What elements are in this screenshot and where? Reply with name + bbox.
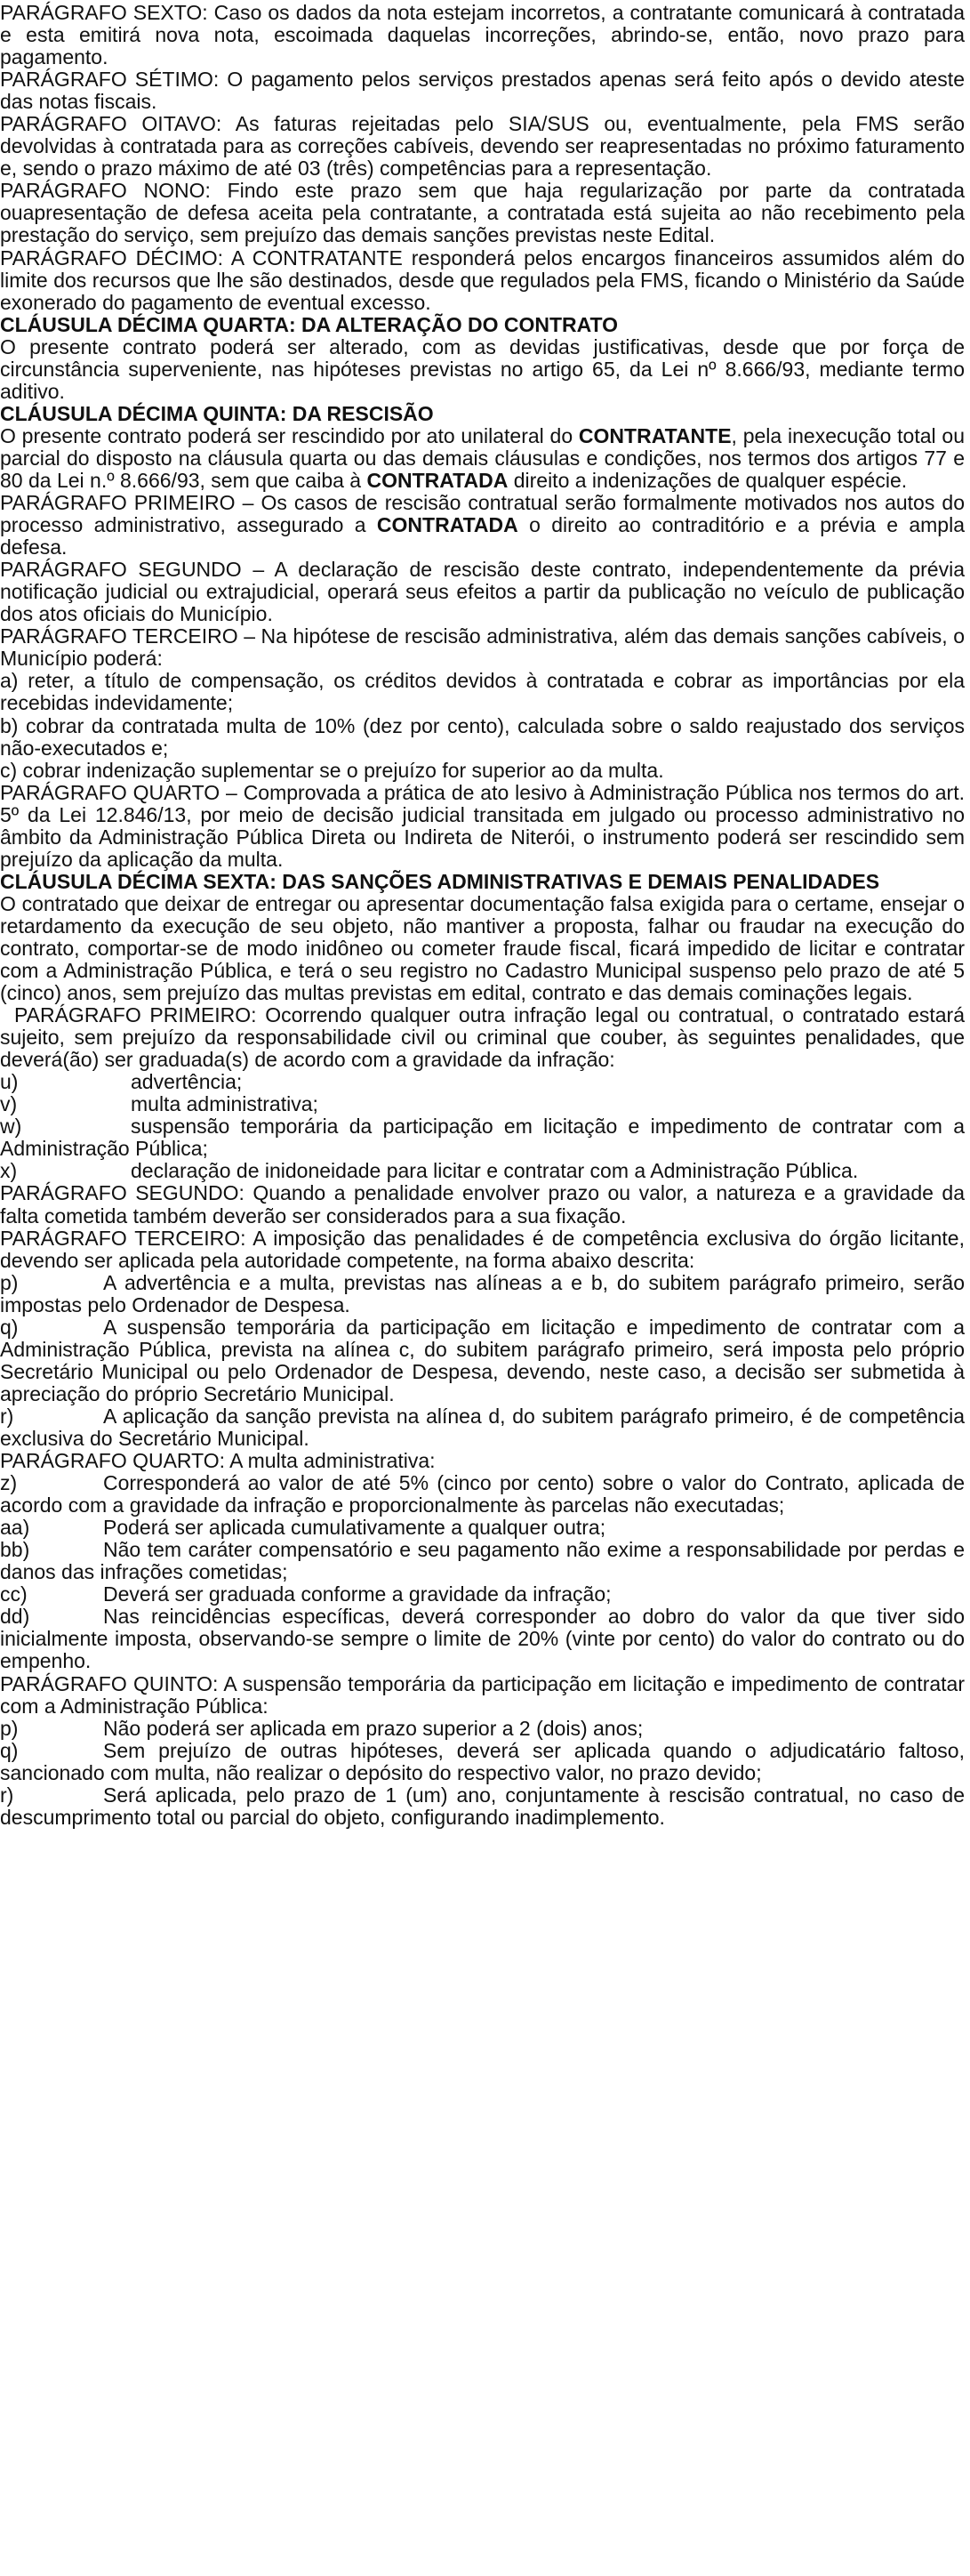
list-text: A suspensão temporária da participação em licitação e impedimento de contratar com a Administração Pública, prevista na alínea c, do subitem parágrafo primeiro, será imposta pelo próprio Secretário Municipal ou pelo Ordenador de Despesa, devendo, neste caso, a decisão ser submetida à apreciação do próprio Secretário Municipal. (0, 1315, 965, 1405)
multa-item-cc (0, 1583, 965, 1606)
competencia-item-q (0, 1316, 965, 1405)
paragrafo-sexto: PARÁGRAFO SEXTO: Caso os dados da nota estejam incorretos, a contratante comunicará à contratada e esta emitirá nova nota, escoimada daquelas incorreções, abrindo-se, então, novo prazo para pagamento. (0, 1, 965, 69)
sancoes-paragrafo-terceiro: PARÁGRAFO TERCEIRO: A imposição das penalidades é de competência exclusiva do órgão licitante, devendo ser aplicada pela autoridade competente, na forma abaixo descrita: (0, 1226, 965, 1272)
list-text: suspensão temporária da participação em licitação e impedimento de contratar com a Administração Pública; (0, 1115, 965, 1161)
multa-item-bb (0, 1539, 965, 1583)
rescisao-primeiro-text-2: o direito ao contraditório e a prévia e ampla defesa. (0, 513, 965, 559)
multa-item-aa (0, 1517, 965, 1539)
list-marker: r) (0, 1404, 14, 1428)
multa-item-z (0, 1472, 965, 1517)
list-text: Não tem caráter compensatório e seu pagamento não exime a responsabilidade por perdas e danos das infrações cometidas; (0, 1538, 965, 1584)
contratante-bold: CONTRATANTE (578, 423, 732, 447)
list-marker: x) (0, 1159, 18, 1183)
penalidade-item-v (0, 1093, 965, 1115)
rescisao-text-2: , pela inexecução total ou parcial do disposto na cláusula quarta ou das demais cláusulas e condições, nos termos dos artigos 77 e 80 da Lei n.º 8.666/93, sem que caiba à (0, 423, 965, 492)
list-marker: v) (0, 1092, 18, 1116)
rescisao-text-1: O presente contrato poderá ser rescindido por ato unilateral do (0, 423, 579, 447)
competencia-item-p (0, 1272, 965, 1316)
rescisao-text-3: direito a indenizações de qualquer espécie. (508, 468, 908, 492)
list-text: Nas reincidências específicas, deverá corresponder ao dobro do valor da que tiver sido inicialmente imposta, observando-se sempre o limite de 20% (vinte por cento) do valor do contrato ou do empenho. (0, 1605, 965, 1673)
list-marker: r) (0, 1783, 14, 1807)
rescisao-paragraph (0, 425, 965, 492)
suspensao-item-p (0, 1718, 965, 1740)
clausula-decima-quarta-heading: CLÁUSULA DÉCIMA QUARTA: DA ALTERAÇÃO DO CONTRATO (0, 312, 619, 336)
rescisao-paragrafo-primeiro (0, 492, 965, 559)
penalidade-item-x (0, 1160, 965, 1182)
list-text: Será aplicada, pelo prazo de 1 (um) ano, conjuntamente à rescisão contratual, no caso de descumprimento total ou parcial do objeto, configurando inadimplemento. (0, 1783, 965, 1829)
suspensao-item-r (0, 1784, 965, 1829)
sancoes-paragrafo-quinto: PARÁGRAFO QUINTO: A suspensão temporária da participação em licitação e impedimento de contratar com a Administração Pública: (0, 1671, 965, 1718)
list-marker: q) (0, 1315, 19, 1339)
list-marker: cc) (0, 1582, 28, 1606)
alteracao-paragraph: O presente contrato poderá ser alterado, com as devidas justificativas, desde que por força de circunstância superveniente, nas hipóteses previstas no artigo 65, da Lei nº 8.666/93, mediante termo aditivo. (0, 334, 965, 403)
list-text: declaração de inidoneidade para licitar e contratar com a Administração Pública. (131, 1159, 859, 1183)
paragrafo-decimo: PARÁGRAFO DÉCIMO: A CONTRATANTE responderá pelos encargos financeiros assumidos além do limite dos recursos que lhe são destinados, desde que regulados pela FMS, ficando o Ministério da Saúde exonerado do pagamento de eventual excesso. (0, 246, 965, 314)
clausula-decima-quinta-heading: CLÁUSULA DÉCIMA QUINTA: DA RESCISÃO (0, 401, 434, 425)
rescisao-primeiro-text-1: PARÁGRAFO PRIMEIRO – Os casos de rescisão contratual serão formalmente motivados nos autos do processo administrativo, assegurado a (0, 491, 965, 537)
paragrafo-nono: PARÁGRAFO NONO: Findo este prazo sem que haja regularização por parte da contratada ouapresentação de defesa aceita pela contratante, a contratada está sujeita ao não recebimento pela prestação do serviço, sem prejuízo das demais sanções previstas neste Edital. (0, 179, 965, 247)
list-marker: aa) (0, 1516, 30, 1540)
competencia-item-r (0, 1405, 965, 1450)
list-text: A advertência e a multa, previstas nas alíneas a e b, do subitem parágrafo primeiro, serão impostas pelo Ordenador de Despesa. (0, 1270, 965, 1316)
list-marker: bb) (0, 1538, 30, 1562)
sancoes-paragraph: O contratado que deixar de entregar ou apresentar documentação falsa exigida para o certame, ensejar o retardamento da execução de seu objeto, não mantiver a proposta, falhar ou fraudar na execução do contrato, comportar-se de modo inidôneo ou cometer fraude fiscal, ficará impedido de licitar e contratar com a Administração Pública, e terá o seu registro no Cadastro Municipal suspenso pelo prazo de até 5 (cinco) anos, sem prejuízo das multas previstas em edital, contrato e das demais cominações legais. (0, 891, 965, 1005)
rescisao-item-b: b) cobrar da contratada multa de 10% (dez por cento), calculada sobre o saldo reajustado dos serviços não-executados e; (0, 713, 965, 760)
contratada-bold: CONTRATADA (366, 468, 509, 492)
list-marker: p) (0, 1716, 19, 1740)
contratada-bold-2: CONTRATADA (376, 513, 518, 537)
sancoes-paragrafo-quarto: PARÁGRAFO QUARTO: A multa administrativa: (0, 1449, 436, 1473)
penalidade-item-u (0, 1071, 965, 1093)
penalidade-item-w (0, 1115, 965, 1160)
list-text: Sem prejuízo de outras hipóteses, deverá ser aplicada quando o adjudicatário faltoso, sancionado com multa, não realizar o depósito do respectivo valor, no prazo devido; (0, 1738, 965, 1784)
paragrafo-setimo: PARÁGRAFO SÉTIMO: O pagamento pelos serviços prestados apenas será feito após o devido ateste das notas fiscais. (0, 68, 965, 114)
list-text: A aplicação da sanção prevista na alínea d, do subitem parágrafo primeiro, é de competência exclusiva do Secretário Municipal. (0, 1404, 965, 1450)
list-text: Deverá ser graduada conforme a gravidade da infração; (103, 1582, 612, 1606)
list-text: Não poderá ser aplicada em prazo superior a 2 (dois) anos; (103, 1716, 644, 1740)
multa-item-dd (0, 1606, 965, 1672)
list-text: advertência; (131, 1070, 243, 1094)
sancoes-paragrafo-segundo: PARÁGRAFO SEGUNDO: Quando a penalidade envolver prazo ou valor, a natureza e a gravidade da falta cometida também deverão ser considerados para a sua fixação. (0, 1181, 965, 1228)
suspensao-item-q (0, 1740, 965, 1784)
list-marker: z) (0, 1471, 18, 1495)
paragrafo-oitavo: PARÁGRAFO OITAVO: As faturas rejeitadas pelo SIA/SUS ou, eventualmente, pela FMS serão devolvidas à contratada para as correções cabíveis, devendo ser reapresentadas no próximo faturamento e, sendo o prazo máximo de até 03 (três) competências para a representação. (0, 112, 965, 181)
rescisao-paragrafo-terceiro: PARÁGRAFO TERCEIRO – Na hipótese de rescisão administrativa, além das demais sanções cabíveis, o Município poderá: (0, 624, 965, 671)
clausula-decima-sexta-heading: CLÁUSULA DÉCIMA SEXTA: DAS SANÇÕES ADMINISTRATIVAS E DEMAIS PENALIDADES (0, 869, 880, 893)
rescisao-paragrafo-segundo: PARÁGRAFO SEGUNDO – A declaração de rescisão deste contrato, independentemente da prévia notificação judicial ou extrajudicial, operará seus efeitos a partir da publicação no veículo de publicação dos atos oficiais do Município. (0, 558, 965, 626)
rescisao-item-c: c) cobrar indenização suplementar se o prejuízo for superior ao da multa. (0, 758, 664, 782)
list-text: multa administrativa; (131, 1092, 318, 1116)
sancoes-paragrafo-primeiro: PARÁGRAFO PRIMEIRO: Ocorrendo qualquer outra infração legal ou contratual, o contratado estará sujeito, sem prejuízo da responsabilidade civil ou criminal que couber, às seguintes penalidades, que deverá(ão) ser graduada(s) de acordo com a gravidade da infração: (0, 1003, 965, 1072)
list-marker: p) (0, 1270, 19, 1294)
list-marker: dd) (0, 1605, 30, 1629)
list-marker: q) (0, 1738, 19, 1762)
list-text: Corresponderá ao valor de até 5% (cinco por cento) sobre o valor do Contrato, aplicada de acordo com a gravidade da infração e proporcionalmente às parcelas não executadas; (0, 1471, 965, 1517)
list-text: Poderá ser aplicada cumulativamente a qualquer outra; (103, 1516, 606, 1540)
list-marker: u) (0, 1070, 19, 1094)
rescisao-item-a: a) reter, a título de compensação, os créditos devidos à contratada e cobrar as importâncias por ela recebidas indevidamente; (0, 669, 965, 715)
list-marker: w) (0, 1115, 22, 1139)
rescisao-paragrafo-quarto: PARÁGRAFO QUARTO – Comprovada a prática de ato lesivo à Administração Pública nos termos do art. 5º da Lei 12.846/13, por meio de decisão judicial transitada em julgado ou processo administrativo no âmbito da Administração Pública Direta ou Indireta de Niterói, o instrumento poderá ser rescindido sem prejuízo da aplicação da multa. (0, 780, 965, 871)
